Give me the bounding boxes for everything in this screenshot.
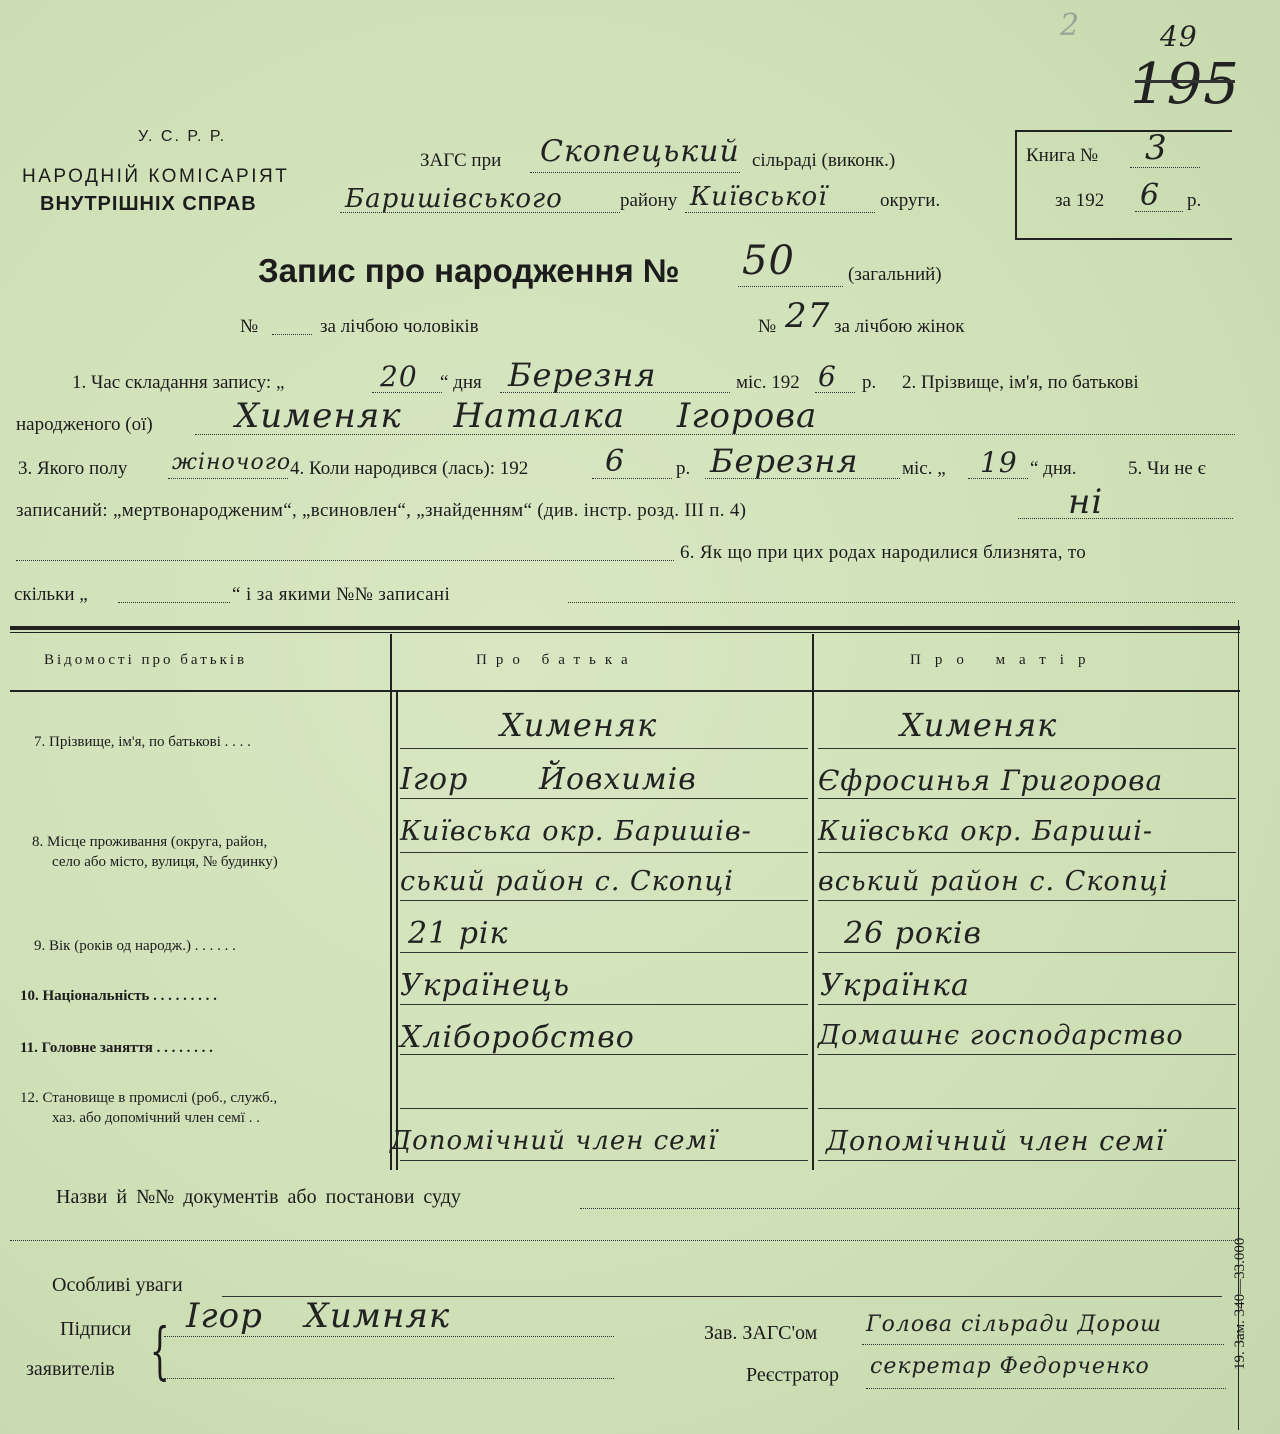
district-value: Баришівського: [345, 184, 563, 214]
men-count-label: за лічбою чоловіків: [320, 316, 479, 337]
q5-answer: ні: [1068, 482, 1104, 522]
q2-label: 2. Прізвище, ім'я, по батькові: [902, 372, 1139, 393]
applicants-label: заявителів: [26, 1358, 115, 1380]
newborn-label: народженого (ої): [16, 414, 153, 435]
head-value: Голова сільради Дорош: [866, 1312, 1162, 1337]
father-name: Ігор Йовхимів: [400, 762, 697, 797]
ussr-label: У. С. Р. Р.: [138, 128, 227, 145]
women-count-label: за лічбою жінок: [834, 316, 965, 337]
table-header-info: Відомості про батьків: [44, 652, 248, 668]
row-label-occupation: 11. Головне заняття . . . . . . . .: [20, 1040, 213, 1056]
book-label: Книга №: [1026, 145, 1099, 166]
remarks-label: Особливі уваги: [52, 1274, 183, 1296]
row-label-name: 7. Прізвище, ім'я, по батькові . . . .: [34, 734, 251, 750]
q6-count-text: скільки „: [14, 584, 88, 605]
q1-r: р.: [862, 372, 877, 393]
q1-day-suffix: “ дня: [440, 372, 482, 393]
q6-numbers-text: “ і за якими №№ записані: [232, 584, 451, 605]
q1-label: 1. Час складання запису: „: [72, 372, 285, 393]
q4-year: 6: [605, 444, 626, 479]
record-general-label: (загальний): [848, 264, 942, 285]
book-year-suffix: р.: [1187, 190, 1202, 211]
q4-month: Березня: [710, 442, 859, 480]
book-year-digit: 6: [1140, 178, 1161, 213]
father-residence-1: Київська окр. Баришів-: [400, 816, 752, 847]
father-occupation: Хліборобство: [400, 1020, 635, 1055]
q5-text: записаний: „мертвонародженим“, „всиновлен“, „знайденням“ (див. інстр. розд. III п. 4): [16, 500, 747, 521]
registrar-value: секретар Федорченко: [870, 1354, 1150, 1379]
q4-r: р.: [676, 458, 691, 479]
q1-year: 6: [818, 360, 837, 393]
q1-mis: міс. 192: [736, 372, 800, 393]
pencil-archive-number: 2: [1060, 8, 1081, 43]
men-no-label: №: [240, 316, 259, 337]
q3-sex: жіночого: [172, 450, 292, 475]
father-residence-2: ський район с. Скопці: [400, 866, 734, 897]
q3-label: 3. Якого полу: [18, 458, 128, 479]
newborn-name: Хименяк Наталка Ігорова: [235, 396, 818, 436]
book-number: 3: [1145, 128, 1168, 168]
sheet-number-large: 195: [1130, 52, 1240, 117]
record-title: Запис про народження №: [258, 252, 680, 289]
row-label-age: 9. Вік (років од народж.) . . . . . .: [34, 938, 236, 954]
mother-nationality: Українка: [820, 968, 970, 1003]
district-label: району: [620, 190, 678, 211]
mother-surname: Хименяк: [900, 706, 1058, 744]
commissariat-line-1: НАРОДНІЙ КОМІСАРІЯТ: [22, 166, 290, 187]
row-label-nationality: 10. Національність . . . . . . . . .: [20, 988, 217, 1004]
zags-suffix: сільраді (виконк.): [752, 150, 896, 171]
q4-label: 4. Коли народився (лась): 192: [290, 458, 529, 479]
mother-age: 26 років: [844, 916, 982, 951]
row-label-residence-1: 8. Місце проживання (округа, район,: [32, 834, 268, 850]
print-mark: 19. Зам. 340—33.000: [1232, 1237, 1248, 1370]
row-label-status-1: 12. Становище в промислі (роб., служб.,: [20, 1090, 278, 1106]
row-label-status-2: хаз. або допомічний член семї . .: [52, 1110, 260, 1126]
sheet-number-small: 49: [1160, 20, 1198, 53]
father-status: Допомічний член семї: [390, 1126, 718, 1156]
mother-occupation: Домашнє господарство: [818, 1020, 1184, 1051]
q4-mis: міс. „: [902, 458, 946, 479]
table-header-mother: Про матір: [910, 652, 1100, 668]
q4-day-suffix: “ дня.: [1030, 458, 1077, 479]
documents-label: Назви й №№ документів або постанови суду: [56, 1186, 461, 1208]
applicant-signature: Ігор Химняк: [186, 1296, 451, 1336]
book-year-prefix: за 192: [1055, 190, 1105, 211]
father-surname: Хименяк: [500, 706, 658, 744]
sheet-number-strike: [1135, 80, 1235, 83]
mother-status: Допомічний член семї: [826, 1126, 1166, 1157]
mother-name: Єфросинья Григорова: [818, 764, 1164, 797]
table-header-father: Про батька: [476, 652, 637, 668]
registrar-label: Реєстратор: [746, 1364, 840, 1386]
q4-day: 19: [980, 446, 1018, 479]
signatures-label: Підписи: [60, 1318, 132, 1340]
women-no-label: №: [758, 316, 777, 337]
row-label-residence-2: село або місто, вулиця, № будинку): [52, 854, 278, 870]
father-age: 21 рік: [408, 916, 509, 951]
okruha-value: Київської: [690, 182, 828, 212]
head-label: Зав. ЗАГС'ом: [704, 1322, 818, 1344]
q1-month: Березня: [508, 356, 657, 394]
okruha-label: округи.: [880, 190, 941, 211]
record-number: 50: [742, 238, 795, 284]
mother-residence-1: Київська окр. Бариші-: [818, 816, 1154, 847]
father-nationality: Українець: [400, 968, 571, 1003]
q1-day: 20: [380, 360, 418, 393]
zags-village: Скопецький: [540, 134, 740, 169]
signatures-brace: {: [149, 1314, 170, 1387]
zags-prefix: ЗАГС при: [420, 150, 502, 171]
commissariat-line-2: ВНУТРІШНІХ СПРАВ: [40, 193, 257, 215]
q5-label: 5. Чи не є: [1128, 458, 1206, 479]
women-count-number: 27: [785, 296, 831, 336]
q6-label: 6. Як що при цих родах народилися близнята, то: [680, 542, 1087, 563]
mother-residence-2: вський район с. Скопці: [818, 866, 1169, 897]
